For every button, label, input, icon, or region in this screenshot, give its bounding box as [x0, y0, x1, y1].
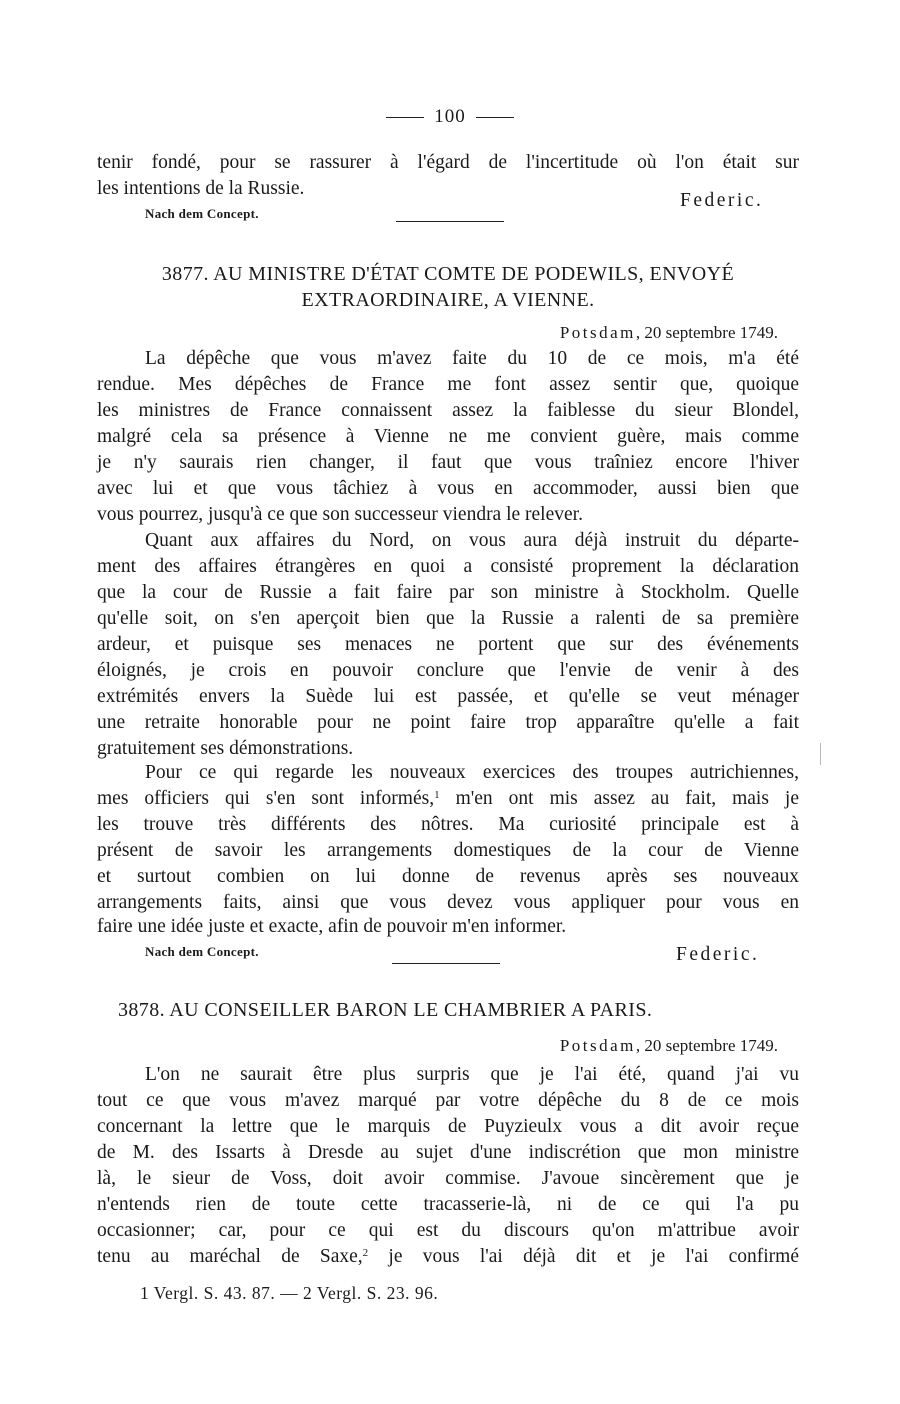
- carryover-signature: Federic.: [680, 190, 764, 211]
- letter-3877-p1-line-6: avec lui et que vous tâchiez à vous en accommoder, aussi bien que: [97, 478, 799, 499]
- letter-3877-p1-line-3: les ministres de France connaissent assez la faiblesse du sieur Blondel,: [97, 400, 799, 421]
- letter-3877-date: , 20 septembre 1749.: [635, 323, 778, 342]
- letter-3877-p2-line-3: que la cour de Russie a fait faire par son ministre à Stockholm. Quelle: [97, 582, 799, 603]
- letter-3877-p3-line-5: et surtout combien on lui donne de revenus après ses nouveaux: [97, 866, 799, 887]
- letter-3877-p3-line-3: les trouve très différents des nôtres. Ma curiosité principale est à: [97, 814, 799, 835]
- letter-3878-heading: 3878. AU CONSEILLER BARON LE CHAMBRIER A PARIS.: [118, 999, 653, 1021]
- letter-3877-p2-line-1: Quant aux affaires du Nord, on vous aura déjà instruit du départe-: [145, 530, 799, 551]
- page-number: 100: [434, 106, 466, 127]
- letter-3878-p1-line-5: là, le sieur de Voss, doit avoir commise. J'avoue sincèrement que je: [97, 1168, 799, 1189]
- letter-3878-p1-line-1: L'on ne saurait être plus surpris que je l'ai été, quand j'ai vu: [145, 1064, 799, 1085]
- letter-3877-p3-line-4: présent de savoir les arrangements domestiques de la cour de Vienne: [97, 840, 799, 861]
- letter-3877-source-note: Nach dem Concept.: [145, 944, 259, 959]
- letter-3877-p2-line-5: ardeur, et puisque ses menaces ne portent que sur des événements: [97, 634, 799, 655]
- letter-3878-p1-line-4: de M. des Issarts à Dresde au sujet d'une indiscrétion que mon ministre: [97, 1142, 799, 1163]
- page-number-dash-right: [476, 117, 514, 118]
- footnote-marker-2: 2: [362, 1247, 369, 1259]
- letter-3877-p2-line-4: qu'elle soit, on s'en aperçoit bien que la Russie a ralenti de sa première: [97, 608, 799, 629]
- letter-3877-p1-line-7: vous pourrez, jusqu'à ce que son successeur viendra le relever.: [97, 504, 583, 525]
- margin-mark: [820, 743, 821, 765]
- letter-3877-place: Potsdam: [559, 323, 636, 342]
- letter-3877-p3-line-2: [97, 786, 799, 812]
- letter-3877-p1-line-4: malgré cela sa présence à Vienne ne me convient guère, mais comme: [97, 426, 799, 447]
- letter-3877-p2-line-7: extrémités envers la Suède lui est passée, et qu'elle se veut ménager: [97, 686, 799, 707]
- letter-3877-signature: Federic.: [676, 944, 760, 965]
- carryover-source-note: Nach dem Concept.: [145, 206, 259, 221]
- letter-3878-p1-line-6: n'entends rien de toute cette tracasserie-là, ni de ce qui l'a pu: [97, 1194, 799, 1215]
- letter-3877-p3-line-7: faire une idée juste et exacte, afin de pouvoir m'en informer.: [97, 916, 567, 937]
- footnote-marker-1: 1: [434, 789, 440, 801]
- letter-3877-p3-line-6: arrangements faits, ainsi que vous devez vous appliquer pour vous en: [97, 892, 799, 913]
- letter-3878-p1-line-2: tout ce que vous m'avez marqué par votre dépêche du 8 de ce mois: [97, 1090, 799, 1111]
- letter-3877-p2-line-9: gratuitement ses démonstrations.: [97, 738, 354, 759]
- letter-3878-p1-line-8a: tenu au maréchal de Saxe,: [97, 1246, 363, 1267]
- page-number-line: [0, 106, 900, 128]
- letter-3878-p1-line-8: [97, 1244, 799, 1270]
- letter-3877-p3-line-1: Pour ce qui regarde les nouveaux exercices des troupes autrichiennes,: [145, 762, 799, 783]
- letter-3877-p2-line-6: éloignés, je crois en pouvoir conclure que l'envie de venir à des: [97, 660, 799, 681]
- letter-3878-p1-line-8b: je vous l'ai déjà dit et je l'ai confirmé: [388, 1246, 799, 1267]
- letter-3877-dateline: [560, 323, 778, 343]
- letter-3878-p1-line-7: occasionner; car, pour ce qui est du discours qu'on m'attribue avoir: [97, 1220, 799, 1241]
- letter-3877-p2-line-2: ment des affaires étrangères en quoi a consisté proprement la déclaration: [97, 556, 799, 577]
- letter-3877-heading-line-1: 3877. AU MINISTRE D'ÉTAT COMTE DE PODEWILS, ENVOYÉ: [161, 263, 735, 285]
- letter-3877-p3-line-2a: mes officiers qui s'en sont informés,: [97, 788, 435, 809]
- carryover-line-1: tenir fondé, pour se rassurer à l'égard de l'incertitude où l'on était sur: [97, 152, 799, 173]
- letter-3878-p1-line-3: concernant la lettre que le marquis de Puyzieulx vous a dit avoir reçue: [97, 1116, 799, 1137]
- letter-3877-p2-line-8: une retraite honorable pour ne point faire trop apparaître qu'elle a fait: [97, 712, 799, 733]
- letter-3877-heading-line-2: EXTRAORDINAIRE, A VIENNE.: [301, 289, 595, 311]
- letter-3878-dateline: [560, 1036, 778, 1056]
- page-number-dash-left: [386, 117, 424, 118]
- letter-3877-p1-line-2: rendue. Mes dépêches de France me font assez sentir que, quoique: [97, 374, 799, 395]
- letter-3877-p1-line-5: je n'y saurais rien changer, il faut que vous traîniez encore l'hiver: [97, 452, 799, 473]
- letter-3877-p1-line-1: La dépêche que vous m'avez faite du 10 de ce mois, m'a été: [145, 348, 799, 369]
- carryover-line-2: les intentions de la Russie.: [97, 178, 305, 199]
- letter-3878-place: Potsdam: [559, 1036, 636, 1055]
- letter-3877-p3-line-2b: m'en ont mis assez au fait, mais je: [455, 788, 799, 809]
- letter-3878-date: , 20 septembre 1749.: [635, 1036, 778, 1055]
- carryover-separator-rule: [396, 221, 504, 222]
- letter-3877-separator-rule: [392, 963, 500, 964]
- footnotes: 1 Vergl. S. 43. 87. — 2 Vergl. S. 23. 96.: [140, 1283, 439, 1303]
